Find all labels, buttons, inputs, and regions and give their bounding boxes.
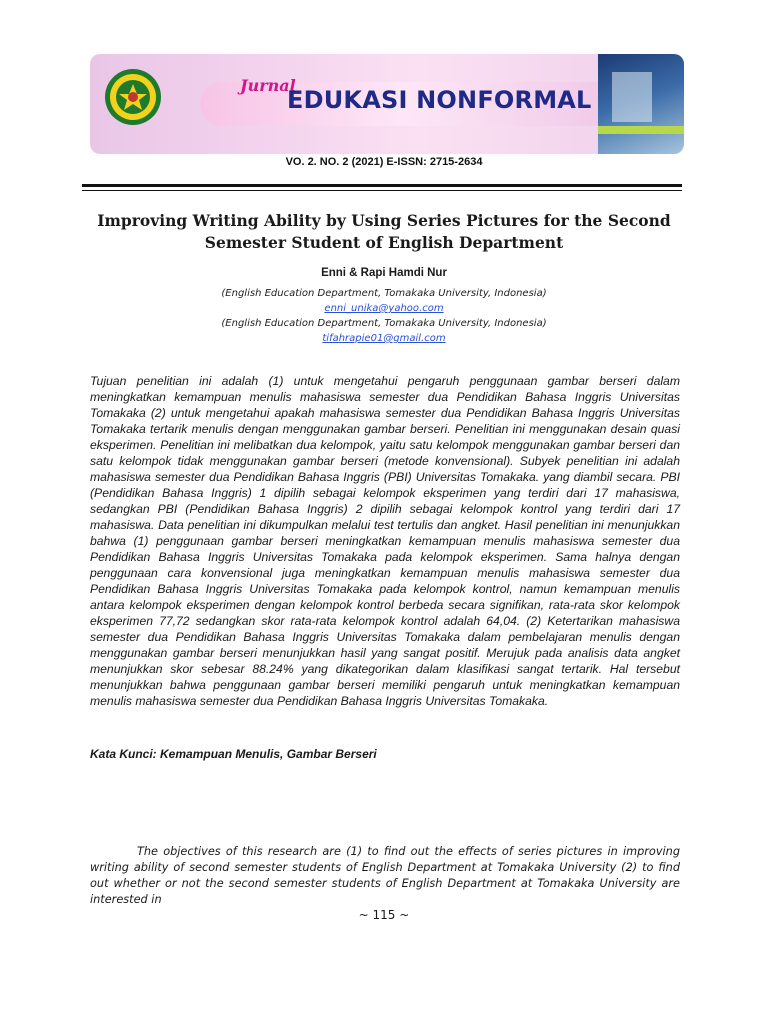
header-rule-thin bbox=[82, 190, 682, 191]
journal-banner bbox=[90, 54, 684, 154]
page-number: ~ 115 ~ bbox=[358, 908, 410, 922]
affiliation-1: (English Education Department, Tomakaka University, Indonesia) bbox=[221, 288, 547, 299]
keywords: Kata Kunci: Kemampuan Menulis, Gambar Berseri bbox=[90, 747, 377, 761]
authors: Enni & Rapi Hamdi Nur bbox=[321, 267, 447, 279]
paper-title: Improving Writing Ability by Using Series Pictures for the Second Semester Student of English Department bbox=[97, 211, 671, 252]
abstract-english: The objectives of this research are (1) to find out the effects of series pictures in improving writing ability of second semester students of English Department at Tomakaka University (2) to find out whether or not the second semester students of English Department at Tomakaka University are interested in bbox=[90, 845, 680, 906]
email-1 bbox=[0, 303, 768, 314]
jurnal-label: Jurnal bbox=[240, 76, 296, 95]
university-seal-logo bbox=[104, 66, 162, 128]
email-link-2[interactable]: tifahrapie01@gmail.com bbox=[322, 333, 446, 344]
cover-stripe bbox=[598, 126, 684, 134]
cover-building-graphic bbox=[612, 72, 652, 122]
affiliation-2: (English Education Department, Tomakaka University, Indonesia) bbox=[221, 318, 547, 329]
header-rule-thick bbox=[82, 184, 682, 187]
abstract-indonesian: Tujuan penelitian ini adalah (1) untuk mengetahui pengaruh penggunaan gambar berseri dalam meningkatkan kemampuan menulis mahasiswa semester dua Pendidikan Bahasa Inggris Universitas Tomakaka (2) untuk mengetahui apakah mahasiswa semester dua Pendidikan Bahasa Inggris Universitas Tomakaka tertarik menulis dengan menggunakan gambar berseri. Penelitian ini menggunakan desain quasi eksperimen. Penelitian ini melibatkan dua kelompok, yaitu satu kelompok menggunakan gambar berseri dan satu kelompok tidak menggunakan gambar berseri (metode konvensional). Subyek penelitian ini adalah mahasiswa semester dua Pendidikan Bahasa Inggris (PBI) Universitas Tomakaka. yang diambil secara. PBI (Pendidikan Bahasa Inggris) 1 dipilih sebagai kelompok eksperimen yang terdiri dari 17 mahasiswa, sedangkan PBI (Pendidikan Bahasa Inggris) 2 dipilih sebagai kelompok kontrol yang terdiri dari 17 mahasiswa. Data penelitian ini dikumpulkan melalui test tertulis dan angket. Hasil penelitian ini menunjukkan bahwa (1) penggunaan gambar berseri meningkatkan kemampuan menulis mahasiswa semester dua Pendidikan Bahasa Inggris Universitas Tomakaka pada kelompok eksperimen. Sama halnya dengan penggunaan cara konvensional juga meningkatkan kemampuan menulis mahasiswa semester dua Pendidikan Bahasa Inggris Universitas Tomakaka pada kelompok kontrol, namun kemampuan menulis antara kelompok eksperimen dengan kelompok kontrol berbeda secara signifikan, rata-rata skor kelompok eksperimen 77,72 sedangkan skor rata-rata kelompok kontrol adalah 64,04. (2) Ketertarikan mahasiswa semester dua Pendidikan Bahasa Inggris Universitas Tomakaka dalam pembelajaran menulis dengan menggunakan gambar berseri menunjukkan hasil yang sangat positif. Merujuk pada analisis data angket menunjukkan skor sebesar 88.24% yang dikategorikan dalam klasifikasi sangat tertarik. Hal tersebut menunjukkan bahwa penggunaan gambar berseri memiliki pengaruh untuk meningkatkan kemampuan menulis mahasiswa semester dua Pendidikan Bahasa Inggris Universitas Tomakaka. bbox=[90, 374, 680, 708]
journal-name: EDUKASI NONFORMAL bbox=[287, 86, 592, 114]
email-2 bbox=[0, 333, 768, 344]
journal-cover-thumbnail bbox=[598, 54, 684, 154]
issn-line: VO. 2. NO. 2 (2021) E-ISSN: 2715-2634 bbox=[285, 156, 483, 168]
email-link-1[interactable]: enni_unika@yahoo.com bbox=[324, 303, 444, 314]
